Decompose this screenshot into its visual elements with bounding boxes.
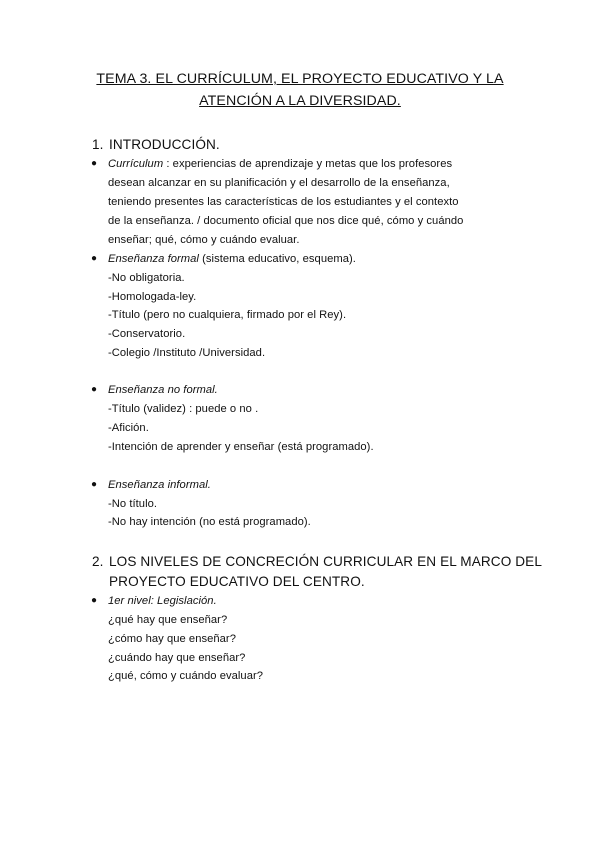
formal-term-rest: (sistema educativo, esquema).: [198, 253, 356, 265]
formal-term-line: [108, 250, 356, 269]
bullet-icon: ●: [91, 158, 98, 169]
level-1-term: 1er nivel: Legislación.: [108, 595, 217, 607]
section-2-title-line-2: PROYECTO EDUCATIVO DEL CENTRO.: [109, 574, 365, 589]
no-formal-term: Enseñanza no formal.: [108, 384, 218, 396]
curriculum-line-1: [108, 155, 452, 174]
no-formal-item: -Intención de aprender y enseñar (está programado).: [108, 441, 374, 453]
formal-term: Enseñanza formal: [108, 253, 199, 265]
informal-item: -No título.: [108, 498, 158, 510]
informal-term: Enseñanza informal.: [108, 479, 211, 491]
document-title: [60, 68, 540, 112]
level-1-question: ¿cuándo hay que enseñar?: [108, 652, 246, 664]
curriculum-line-2: desean alcanzar en su planificación y el desarrollo de la enseñanza,: [108, 177, 450, 189]
bullet-icon: ●: [91, 595, 98, 606]
curriculum-term: Currículum: [108, 158, 164, 170]
formal-item: -Colegio /Instituto /Universidad.: [108, 347, 266, 359]
title-line-2: ATENCIÓN A LA DIVERSIDAD.: [199, 93, 401, 109]
bullet-icon: ●: [91, 384, 98, 395]
section-2-title-line-1: LOS NIVELES DE CONCRECIÓN CURRICULAR EN EL MARCO DEL: [109, 554, 542, 569]
no-formal-item: -Afición.: [108, 422, 149, 434]
bullet-icon: ●: [91, 253, 98, 264]
curriculum-line-4: de la enseñanza. / documento oficial que nos dice qué, cómo y cuándo: [108, 215, 464, 227]
bullet-icon: ●: [91, 479, 98, 490]
level-1-question: ¿qué hay que enseñar?: [108, 614, 228, 626]
title-line-1: TEMA 3. EL CURRÍCULUM, EL PROYECTO EDUCATIVO Y LA: [96, 71, 504, 87]
section-1-title: INTRODUCCIÓN.: [109, 137, 220, 152]
section-2-number: 2.: [92, 554, 104, 569]
no-formal-item: -Título (validez) : puede o no .: [108, 403, 259, 415]
informal-item: -No hay intención (no está programado).: [108, 516, 311, 528]
curriculum-line-5: enseñar; qué, cómo y cuándo evaluar.: [108, 234, 300, 246]
formal-item: -Conservatorio.: [108, 328, 186, 340]
curriculum-text-1: : experiencias de aprendizaje y metas que los profesores: [163, 158, 453, 170]
formal-item: -Homologada-ley.: [108, 291, 197, 303]
formal-item: -Título (pero no cualquiera, firmado por el Rey).: [108, 309, 347, 321]
level-1-question: ¿cómo hay que enseñar?: [108, 633, 236, 645]
curriculum-line-3: teniendo presentes las características de los estudiantes y el contexto: [108, 196, 459, 208]
level-1-question: ¿qué, cómo y cuándo evaluar?: [108, 670, 264, 682]
section-1-number: 1.: [92, 137, 104, 152]
formal-item: -No obligatoria.: [108, 272, 185, 284]
